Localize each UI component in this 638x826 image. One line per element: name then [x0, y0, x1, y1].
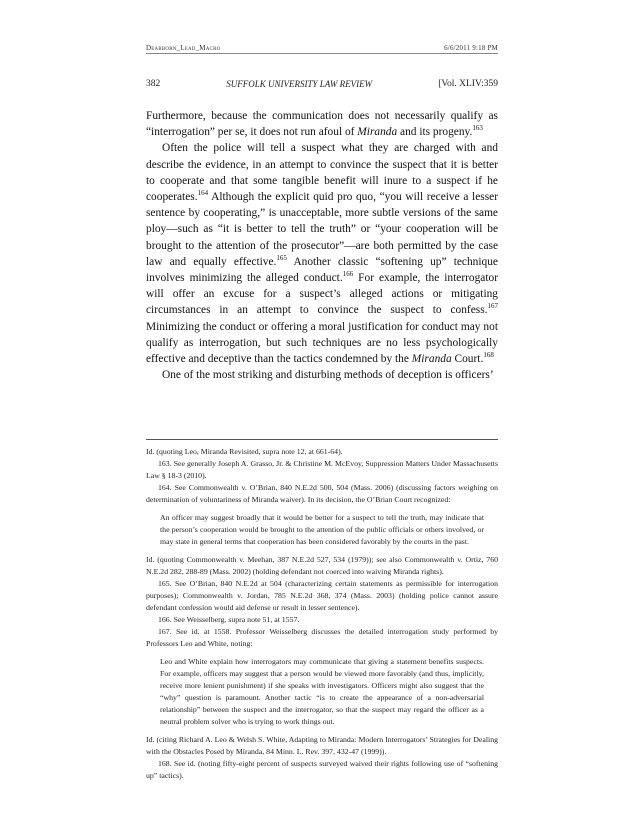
footnote-ref-166[interactable]: 166 — [342, 270, 354, 279]
footnote-166: 166. See Weisselberg, supra note 51, at 1557. — [158, 615, 300, 624]
file-header — [146, 38, 498, 52]
block-quote-1: An officer may suggest broadly that it would be better for a suspect to tell the truth, may indicate that the person’s cooperation would be brought to the attention of the public officials or others involved, or may state in general terms that cooperation has been considered favorably by the courts in the past. — [160, 513, 484, 546]
footnote-163: 163. See generally Joseph A. Grasso, Jr. & Christine M. McEvoy, Suppression Matters Under Massachusetts Law § 18-3 (2010). — [146, 459, 498, 480]
file-timestamp: 6/6/2011 9:18 PM — [444, 44, 498, 52]
footnote-ref-163[interactable]: 163 — [472, 124, 483, 133]
text-run: and its progeny. — [397, 126, 473, 139]
italic-case-name: Miranda — [357, 126, 398, 139]
footnote-ref-164[interactable]: 164 — [197, 189, 209, 198]
footnote-ref-167[interactable]: 167 — [487, 302, 498, 311]
text-run: Another classic “softening up” technique involves minimizing the alleged conduct. — [146, 255, 498, 285]
footnote-ref-168[interactable]: 168 — [483, 351, 494, 360]
paragraph-2 — [146, 140, 498, 367]
journal-title: SUFFOLK UNIVERSITY LAW REVIEW — [226, 79, 373, 89]
running-head — [146, 79, 498, 95]
header-rule — [146, 53, 498, 54]
block-quote-2: Leo and White explain how interrogators may communicate that giving a statement benefits suspects. For example, officers may suggest that a person would be viewed more favorably (and thus, implicitly, receive more lenient punishment) if she speaks with investigators. Officers might also suggest that the “why” question is paramount. Another tactic “is to create the appearance of a non-adversarial relationship” between the suspect and the interrogator, so that the suspect may regard the officer as a neutral problem solver who is trying to work things out. — [160, 657, 484, 726]
text-run: Furthermore, because the communication does not necessarily qualify as “interrogation” per se, it does not run afoul of — [146, 110, 498, 139]
paragraph-3: One of the most striking and disturbing methods of deception is officers’ — [162, 369, 494, 382]
volume-label: [Vol. XLIV:359 — [438, 79, 498, 89]
footnote-rule — [146, 439, 498, 440]
text-run: Minimizing the conduct or offering a moral justification for conduct may not qualify as interrogation, but such techniques are no less psychologically effective and deceptive than the tactics condemned by the — [146, 320, 498, 366]
footnote-164-continued: Id. (quoting Commonwealth v. Meehan, 387 N.E.2d 527, 534 (1979)); see also Commonwealth v. Ortiz, 760 N.E.2d 282, 288-89 (Mass. 2002) (holding defendant not coerced into waiving Miranda rights). — [146, 555, 498, 576]
footnote-167: 167. See id. at 1558. Professor Weisselberg discusses the detailed interrogation study performed by Professors Leo and White, noting: — [146, 627, 498, 648]
page-number: 382 — [146, 79, 161, 89]
footnotes — [146, 446, 498, 782]
paragraph-1 — [146, 108, 498, 140]
text-run: For example, the interrogator will offer an excuse for a suspect’s alleged actions or mitigating circumstances in an attempt to convince the suspect to confess. — [146, 272, 499, 317]
footnote-165: 165. See O’Brian, 840 N.E.2d at 504 (characterizing certain statements as permissible for interrogation purposes); Commonwealth v. Jordan, 785 N.E.2d 368, 374 (Mass. 2003) (holding police cannot assure defendant confession would aid defense or result in lesser sentence). — [146, 579, 498, 612]
text-run: Often the police will tell a suspect what they are charged with and describe the evidence, in an attempt to convince the suspect that it is better to cooperate and that some tangible benefit will inure to a suspect if he cooperates. — [146, 142, 498, 204]
footnote-continuation: Id. (quoting Leo, Miranda Revisited, supra note 12, at 661-64). — [146, 447, 343, 456]
footnote-167-continued: Id. (citing Richard A. Leo & Welsh S. White, Adapting to Miranda: Modern Interrogators’ Strategies for Dealing with the Obstacles Posed by Miranda, 84 Minn. L. Rev. 397, 432-47 (1999)). — [146, 735, 498, 756]
body-text — [146, 108, 498, 383]
italic-case-name: Miranda — [411, 353, 452, 366]
text-run: Court. — [451, 353, 484, 366]
file-name: Dearborn_Lead_Macro — [146, 44, 221, 52]
footnote-164: 164. See Commonwealth v. O’Brian, 840 N.E.2d 500, 504 (Mass. 2006) (discussing factors weighing on determination of voluntariness of Miranda waiver). In its decision, the O’Brian Court recognized: — [146, 483, 498, 504]
footnote-168: 168. See id. (noting fifty-eight percent of suspects surveyed waived their rights following use of “softening up” tactics). — [146, 759, 498, 780]
footnote-ref-165[interactable]: 165 — [276, 254, 287, 263]
text-run: Although the explicit quid pro quo, “you will receive a lesser sentence by cooperating,” is unacceptable, more subtle versions of the same ploy—such as “it is better to tell the truth” or “your cooperation will be brought to the attention of the prosecutor”—are both permitted by the case law and equally effective. — [146, 191, 498, 268]
